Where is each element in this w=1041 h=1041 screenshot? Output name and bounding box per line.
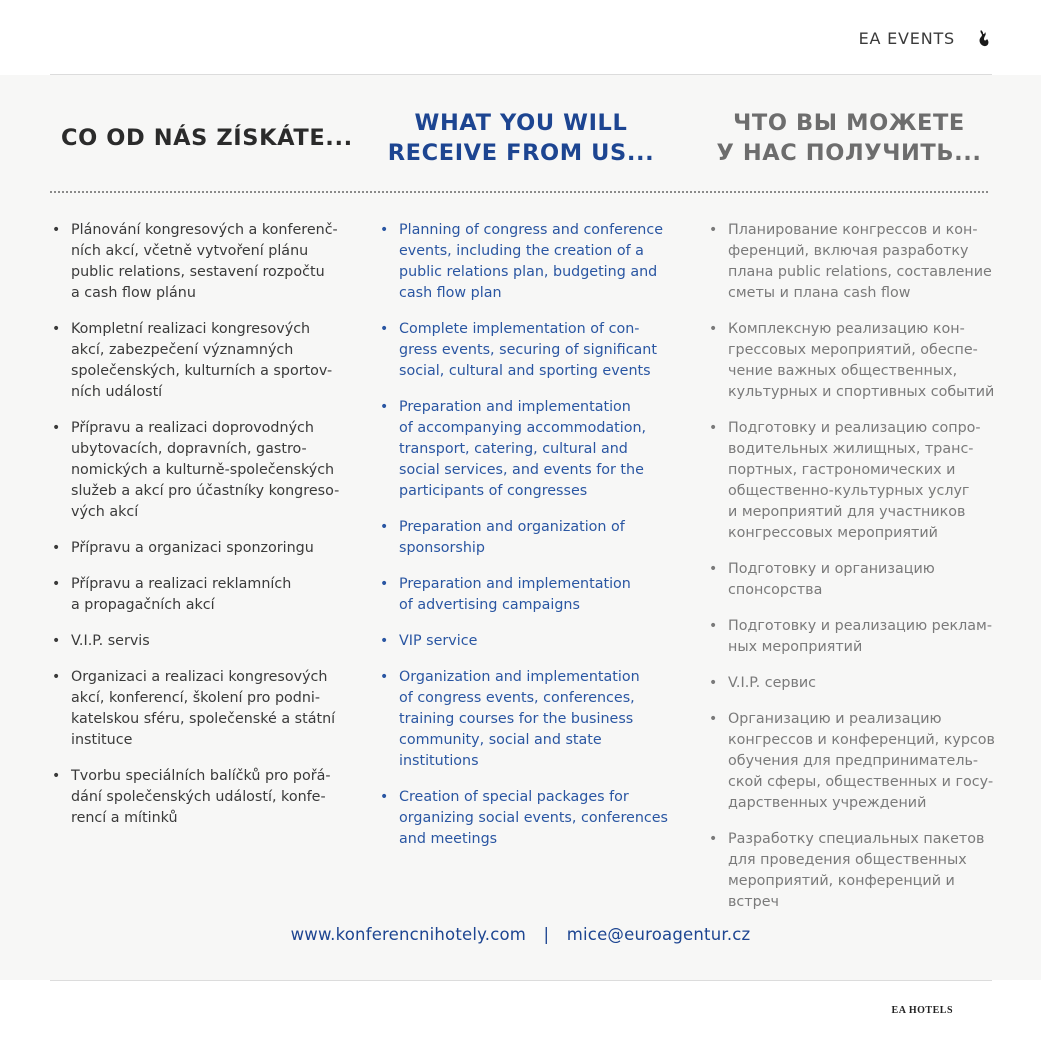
list-item: • Комплексную реализацию кон- грессовых мероприятий, обеспе- чение важных общественных, культурных и спортивных событий — [707, 319, 1007, 403]
flame-leaf-icon — [975, 28, 991, 48]
list-item: • Přípravu a realizaci doprovodných ubytovacích, dopravních, gastro- nomických a kulturně-společenských služeb a akcí pro účastníky kongreso- vých akcí — [50, 418, 350, 523]
list-item: • Подготовку и организацию спонсорства — [707, 559, 1007, 601]
list-item: • VIP service — [378, 631, 678, 652]
header-brand — [859, 28, 991, 48]
list-item: • Preparation and implementation of advertising campaigns — [378, 574, 678, 616]
footer-divider — [50, 980, 992, 981]
list-item: • Организацию и реализацию конгрессов и конференций, курсов обучения для предприниматель- ской сферы, общественных и госу- дарственных учреждений — [707, 709, 1007, 814]
list-russian — [707, 220, 1007, 928]
list-item: • Preparation and implementation of accompanying accommodation, transport, catering, cultural and social services, and events for the participants of congresses — [378, 397, 678, 502]
heading-russian: ЧТО ВЫ МОЖЕТЕ У НАС ПОЛУЧИТЬ... — [716, 110, 982, 166]
list-item: • Přípravu a realizaci reklamních a propagačních akcí — [50, 574, 350, 616]
list-item: • Kompletní realizaci kongresových akcí, zabezpečení významných společenských, kulturních a sportov- ních událostí — [50, 319, 350, 403]
list-item: • Разработку специальных пакетов для проведения общественных мероприятий, конференций и встреч — [707, 829, 1007, 913]
heading-english: WHAT YOU WILL RECEIVE FROM US... — [387, 110, 655, 166]
email-link[interactable]: mice@euroagentur.cz — [566, 925, 751, 944]
brand-name: EA EVENTS — [858, 28, 955, 48]
footer-links — [0, 925, 1041, 944]
list-english — [378, 220, 678, 865]
dotted-divider — [50, 191, 988, 193]
list-item: • Планирование конгрессов и кон- ференций, включая разработку плана public relations, составление сметы и плана cash flow — [707, 220, 1007, 304]
link-separator: | — [543, 925, 550, 944]
list-item: • Planning of congress and conference events, including the creation of a public relations plan, budgeting and cash flow plan — [378, 220, 678, 304]
list-item: • Подготовку и реализацию сопро- водительных жилищных, транс- портных, гастрономических и общественно-культурных услуг и мероприятий для участников конгрессовых мероприятий — [707, 418, 1007, 544]
heading-czech: CO OD NÁS ZÍSKÁTE... — [61, 125, 353, 151]
website-link[interactable]: www.konferencnihotely.com — [290, 925, 527, 944]
list-item: • Complete implementation of con- gress events, securing of significant social, cultural and sporting events — [378, 319, 678, 382]
list-item: • Plánování kongresových a konferenč- ních akcí, včetně vytvoření plánu public relations, sestavení rozpočtu a cash flow plánu — [50, 220, 350, 304]
list-czech — [50, 220, 350, 844]
list-item: • Organizaci a realizaci kongresových akcí, konferencí, školení pro podni- katelskou sféru, společenské a státní instituce — [50, 667, 350, 751]
footer-brand: EA HOTELS — [891, 1005, 953, 1016]
list-item: • Подготовку и реализацию реклам- ных мероприятий — [707, 616, 1007, 658]
list-item: • Creation of special packages for organizing social events, conferences and meetings — [378, 787, 678, 850]
list-item: • Preparation and organization of sponsorship — [378, 517, 678, 559]
list-item: • V.I.P. servis — [50, 631, 350, 652]
list-item: • Přípravu a organizaci sponzoringu — [50, 538, 350, 559]
list-item: • Tvorbu speciálních balíčků pro pořá- dání společenských událostí, konfe- rencí a mítinků — [50, 766, 350, 829]
list-item: • Organization and implementation of congress events, conferences, training courses for the business community, social and state institutions — [378, 667, 678, 772]
list-item: • V.I.P. сервис — [707, 673, 1007, 694]
